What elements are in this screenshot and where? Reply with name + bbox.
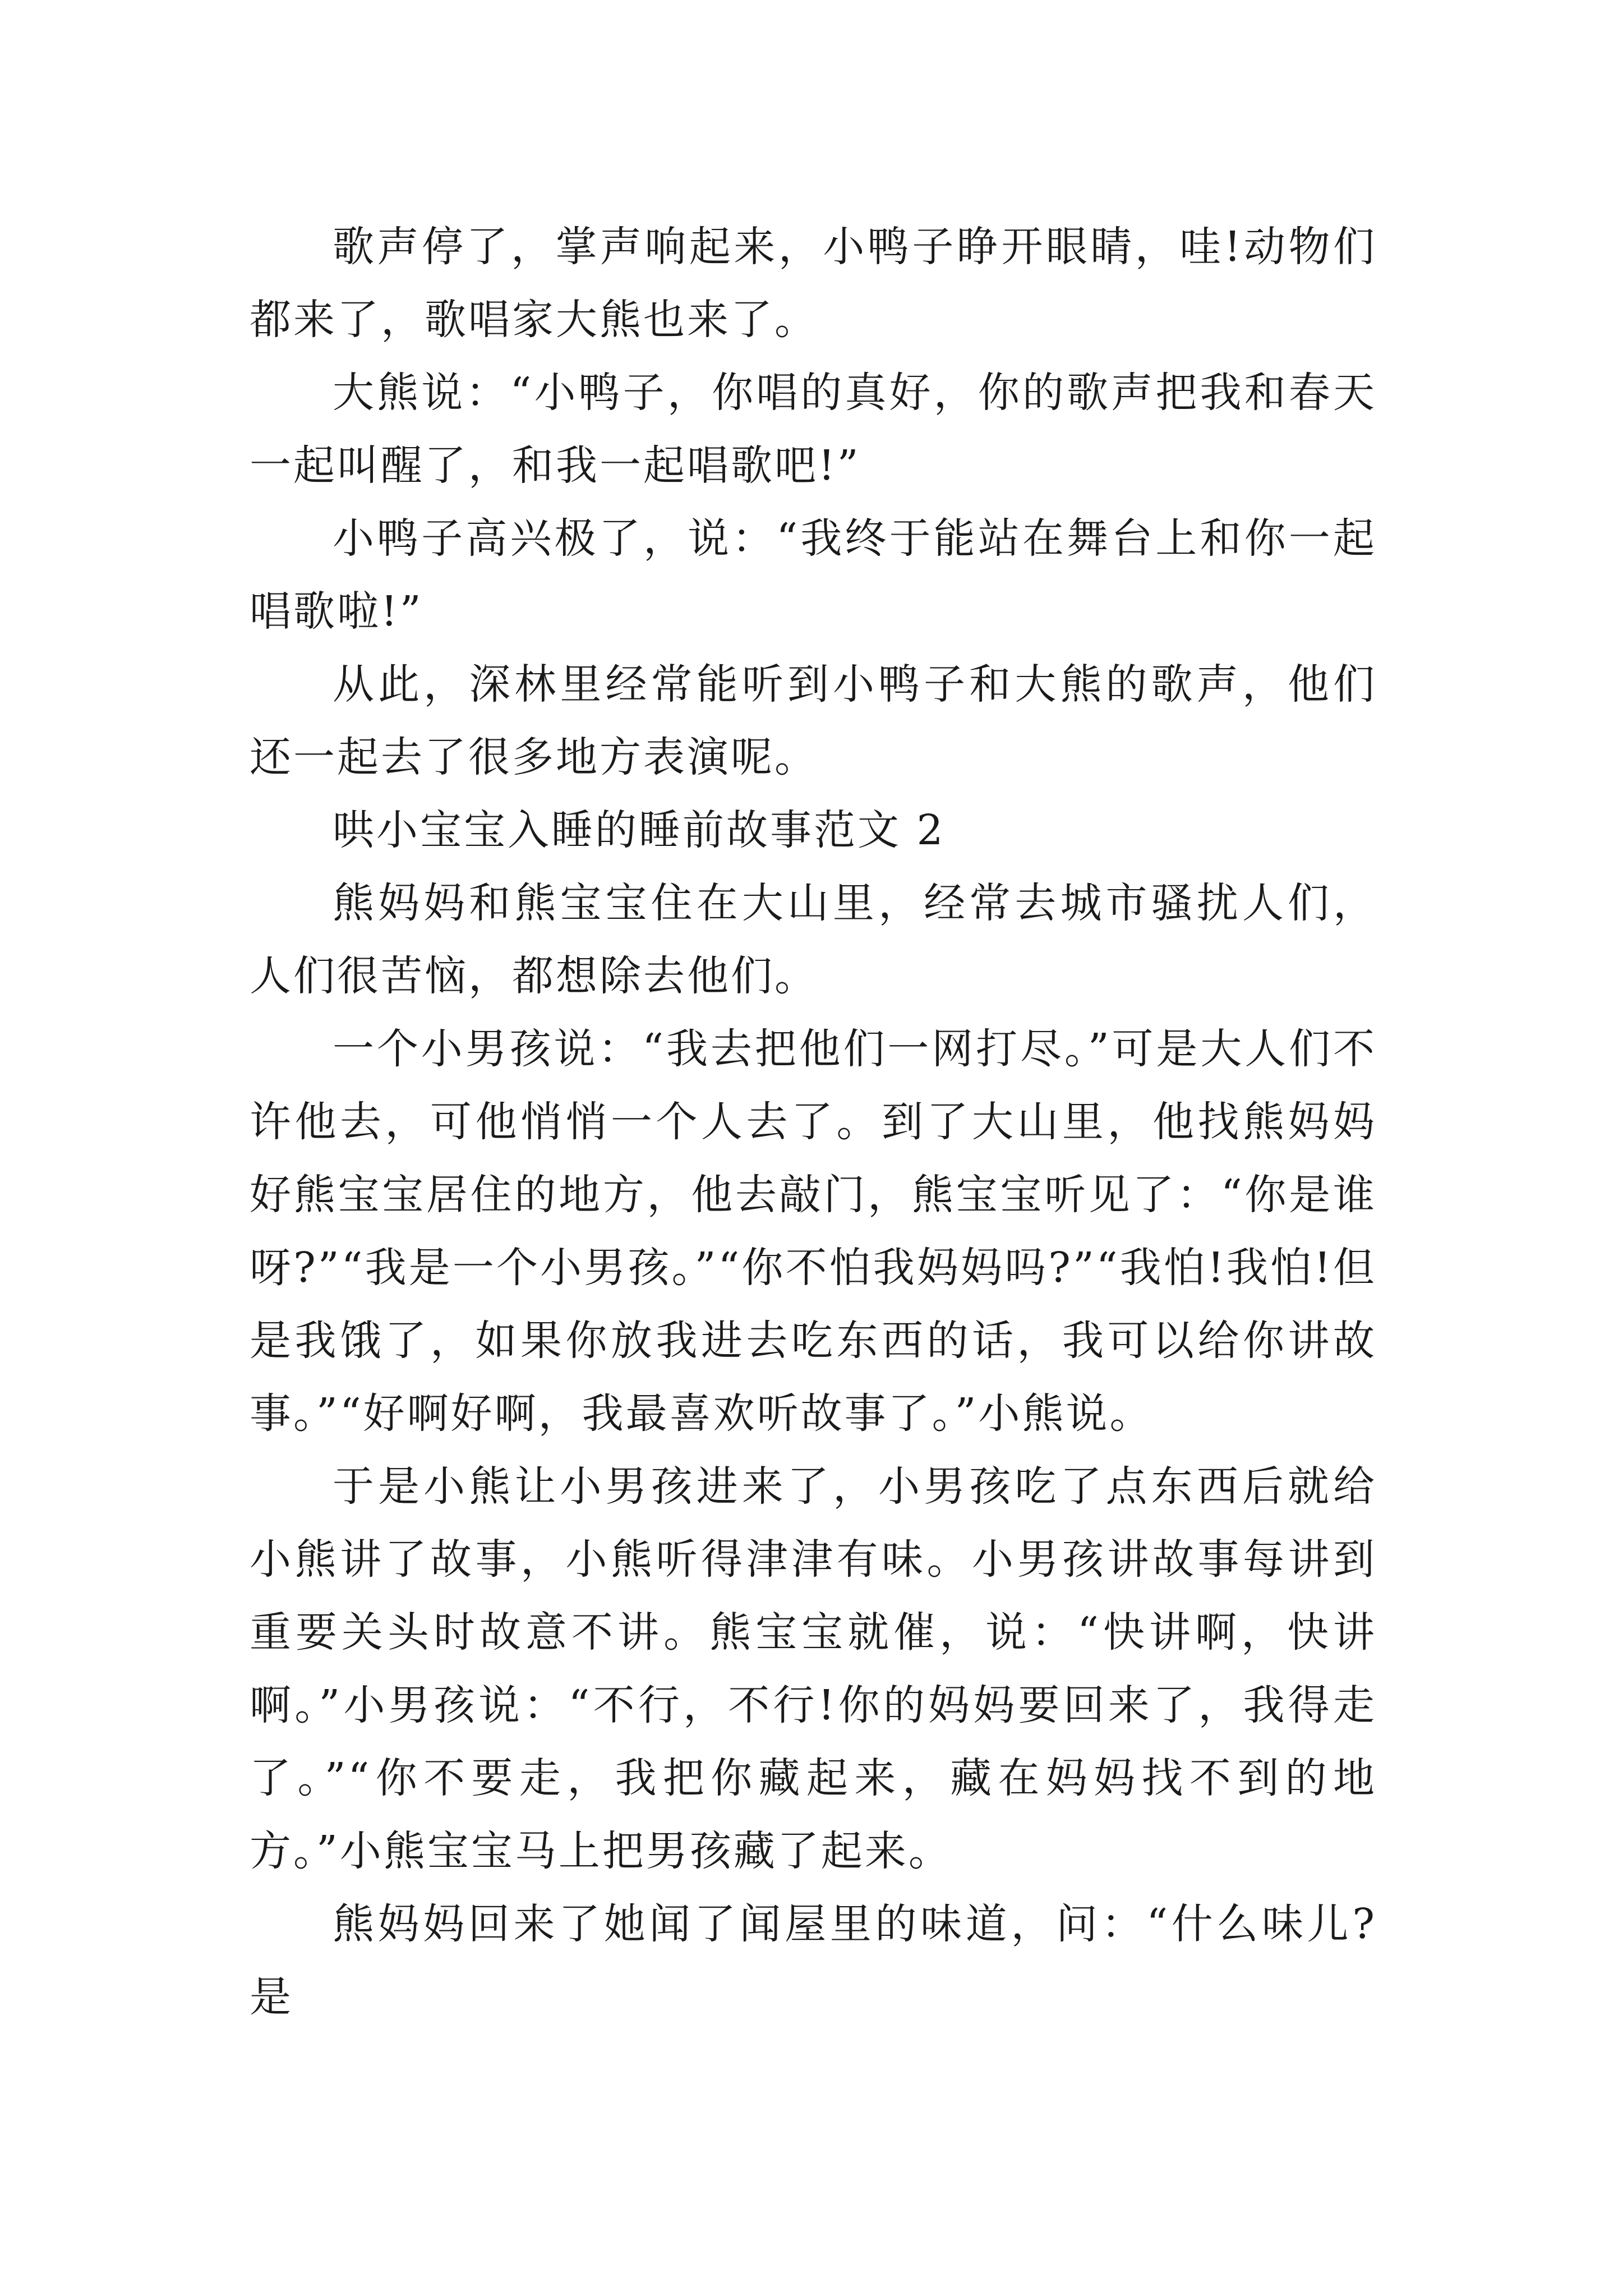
paragraph: 熊妈妈回来了她闻了闻屋里的味道，问：“什么味儿?是: [250, 1900, 1377, 2021]
paragraph: 于是小熊让小男孩进来了，小男孩吃了点东西后就给小熊讲了故事，小熊听得津津有味。小男孩讲故事每讲到重要关头时故意不讲。熊宝宝就催，说：“快讲啊，快讲啊。”小男孩说：“不行，不行!你的妈妈要回来了，我得走了。”“你不要走，我把你藏起来，藏在妈妈找不到的地方。”小熊宝宝马上把男孩藏了起来。: [250, 1462, 1377, 1875]
paragraph: 歌声停了，掌声响起来，小鸭子睁开眼睛，哇!动物们都来了，歌唱家大熊也来了。: [250, 223, 1377, 344]
section-heading: 哄小宝宝入睡的睡前故事范文 2: [333, 806, 946, 854]
document-body: [250, 210, 1377, 2033]
paragraph: 大熊说：“小鸭子，你唱的真好，你的歌声把我和春天一起叫醒了，和我一起唱歌吧!”: [250, 369, 1377, 490]
paragraph: 熊妈妈和熊宝宝住在大山里，经常去城市骚扰人们，人们很苦恼，都想除去他们。: [250, 879, 1377, 1000]
paragraph: 从此，深林里经常能听到小鸭子和大熊的歌声，他们还一起去了很多地方表演呢。: [250, 660, 1377, 781]
paragraph: 小鸭子高兴极了，说：“我终于能站在舞台上和你一起唱歌啦!”: [250, 514, 1377, 636]
paragraph: 一个小男孩说：“我去把他们一网打尽。”可是大人们不许他去，可他悄悄一个人去了。到了大山里，他找熊妈妈好熊宝宝居住的地方，他去敲门，熊宝宝听见了：“你是谁呀?”“我是一个小男孩。”“你不怕我妈妈吗?”“我怕!我怕!但是我饿了，如果你放我进去吃东西的话，我可以给你讲故事。”“好啊好啊，我最喜欢听故事了。”小熊说。: [250, 1025, 1377, 1438]
